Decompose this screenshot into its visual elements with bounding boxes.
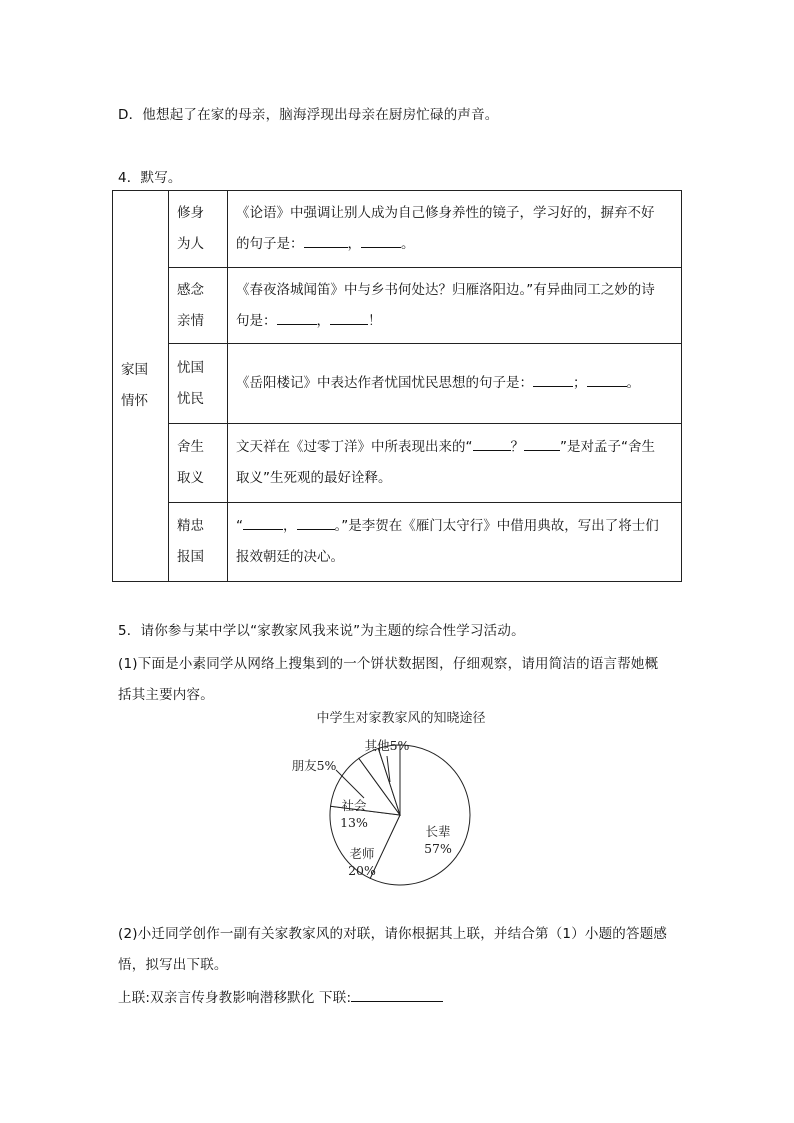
topic-cell <box>169 191 228 268</box>
answer-blank[interactable] <box>524 434 560 451</box>
option-d-text: D．他想起了在家的母亲，脑海浮现出母亲在厨房忙碌的声音。 <box>118 107 499 123</box>
topic-cell <box>169 503 228 582</box>
topic-cell <box>169 424 228 503</box>
prompt-cell <box>228 191 682 268</box>
answer-blank[interactable] <box>277 308 317 325</box>
prompt-text: 句是： <box>236 312 277 329</box>
table-row <box>113 503 682 582</box>
table-row <box>113 424 682 503</box>
table-row <box>113 268 682 344</box>
prompt-line: 取义”生死观的最好诠释。 <box>236 470 392 486</box>
slice-label: 长辈 <box>425 824 451 839</box>
couplet-line <box>118 985 443 1006</box>
answer-blank[interactable] <box>330 308 368 325</box>
subquestion-2-line1: (2)小迁同学创作一副有关家教家风的对联，请你根据其上联，并结合第（1）小题的答题感 <box>118 926 668 942</box>
separator: ？ <box>510 439 524 455</box>
topic-line1: 感念 <box>177 281 204 298</box>
prompt-line: 《春夜洛城闻笛》中与乡书何处达？归雁洛阳边。”有异曲同工之妙的诗 <box>236 281 655 298</box>
chart-title: 中学生对家教家风的知晓途径 <box>316 711 486 726</box>
prompt-cell <box>228 268 682 344</box>
topic-line1: 修身 <box>177 205 204 221</box>
end-mark: 。 <box>401 236 415 252</box>
topic-line2: 报国 <box>177 549 204 565</box>
slice-label: 社会 <box>341 798 367 813</box>
separator: ， <box>283 518 297 534</box>
question-5-title: 5．请你参与某中学以“家教家风我来说”为主题的综合性学习活动。 <box>118 623 525 639</box>
topic-line2: 忧民 <box>177 390 204 407</box>
answer-blank[interactable] <box>473 434 511 451</box>
separator: ， <box>347 236 361 252</box>
answer-blank[interactable] <box>351 985 443 1002</box>
slice-value: 20% <box>348 863 376 878</box>
prompt-cell <box>228 344 682 424</box>
separator: ； <box>573 375 587 391</box>
couplet-prompt: 上联:双亲言传身教影响潜移默化 下联: <box>118 990 352 1006</box>
topic-line1: 忧国 <box>177 359 204 376</box>
topic-line1: 精忠 <box>177 518 204 534</box>
topic-line2: 取义 <box>177 470 204 486</box>
slice-label: 朋友5% <box>291 758 337 773</box>
separator: ， <box>316 312 330 329</box>
prompt-text-cont: ”是对孟子“舍生 <box>560 439 655 455</box>
group-label-line1: 家国 <box>121 362 148 378</box>
answer-blank[interactable] <box>587 370 627 387</box>
pie-chart <box>280 700 540 910</box>
subquestion-2-line2: 悟，拟写出下联。 <box>118 957 228 973</box>
prompt-text: 文天祥在《过零丁洋》中所表现出来的“ <box>236 439 473 455</box>
prompt-line: 报效朝廷的决心。 <box>236 549 344 565</box>
answer-blank[interactable] <box>304 231 348 248</box>
slice-value: 13% <box>340 815 368 830</box>
slice-label: 老师 <box>349 846 375 861</box>
slice-label: 其他5% <box>364 738 410 753</box>
answer-blank[interactable] <box>361 231 401 248</box>
group-label-line2: 情怀 <box>121 393 148 409</box>
table-row <box>113 191 682 268</box>
answer-blank[interactable] <box>533 370 573 387</box>
topic-line2: 为人 <box>177 236 204 252</box>
dictation-table <box>112 190 682 582</box>
subquestion-1-line1: (1)下面是小素同学从网络上搜集到的一个饼状数据图，仔细观察，请用简洁的语言帮她概 <box>118 656 659 672</box>
prompt-cell <box>228 424 682 503</box>
prompt-text-cont: 。”是李贺在《雁门太守行》中借用典故，写出了将士们 <box>334 518 659 534</box>
prompt-text: 的句子是： <box>236 236 304 252</box>
prompt-text: 《岳阳楼记》中表达作者忧国忧民思想的句子是： <box>236 375 533 391</box>
topic-cell <box>169 344 228 424</box>
end-mark: 。 <box>626 375 640 391</box>
prompt-cell <box>228 503 682 582</box>
topic-line1: 舍生 <box>177 439 204 455</box>
table-row <box>113 344 682 424</box>
end-mark: ！ <box>368 312 382 329</box>
question-4-title: 4．默写。 <box>118 170 182 186</box>
topic-line2: 亲情 <box>177 312 204 329</box>
subquestion-1-line2: 括其主要内容。 <box>118 687 214 703</box>
answer-blank[interactable] <box>243 513 283 530</box>
slice-value: 57% <box>424 841 452 856</box>
answer-blank[interactable] <box>297 513 335 530</box>
open-quote: “ <box>236 518 243 534</box>
group-cell <box>113 191 169 582</box>
topic-cell <box>169 268 228 344</box>
prompt-line: 《论语》中强调让别人成为自己修身养性的镜子，学习好的，摒弃不好 <box>236 205 655 221</box>
